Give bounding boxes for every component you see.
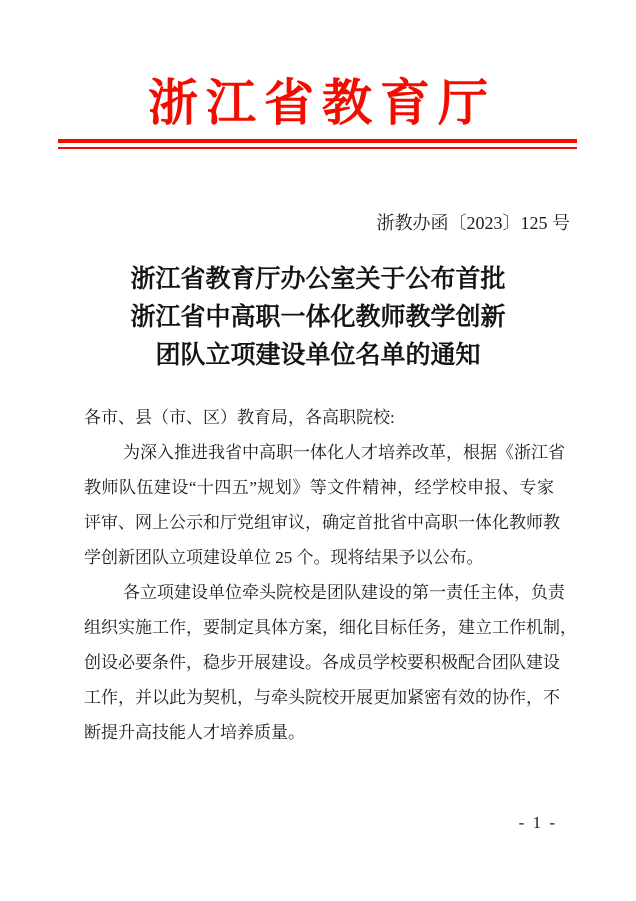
body-line: 各立项建设单位牵头院校是团队建设的第一责任主体，负责: [123, 583, 565, 602]
title-line: 团队立项建设单位名单的通知: [155, 342, 481, 369]
title-line: 浙江省中高职一体化教师教学创新: [130, 304, 506, 331]
red-rule-thin: [58, 147, 577, 149]
page-number: - 1 -: [518, 813, 557, 832]
document-title: [0, 261, 636, 375]
agency-letterhead: 浙江省教育厅: [148, 75, 496, 131]
red-rule-thick: [58, 139, 577, 143]
body-line: 工作，并以此为契机，与牵头院校开展更加紧密有效的协作，不: [84, 688, 560, 707]
title-line: 浙江省教育厅办公室关于公布首批: [130, 266, 506, 293]
salutation-line: 各市、县（市、区）教育局，各高职院校:: [84, 408, 395, 427]
body-line: 组织实施工作，要制定具体方案，细化目标任务，建立工作机制，: [84, 618, 577, 637]
body-line: 评审、网上公示和厅党组审议，确定首批省中高职一体化教师教: [84, 513, 560, 532]
body-line: 学创新团队立项建设单位 25 个。现将结果予以公布。: [84, 548, 484, 567]
body-line: 教师队伍建设“十四五”规划》等文件精神，经学校申报、专家: [84, 478, 554, 497]
document-number: 浙教办函〔2023〕125 号: [376, 213, 570, 233]
body-line: 创设必要条件，稳步开展建设。各成员学校要积极配合团队建设: [84, 653, 560, 672]
body-line: 为深入推进我省中高职一体化人才培养改革，根据《浙江省: [123, 443, 565, 462]
body-line: 断提升高技能人才培养质量。: [84, 723, 305, 742]
body-text: [84, 400, 577, 750]
